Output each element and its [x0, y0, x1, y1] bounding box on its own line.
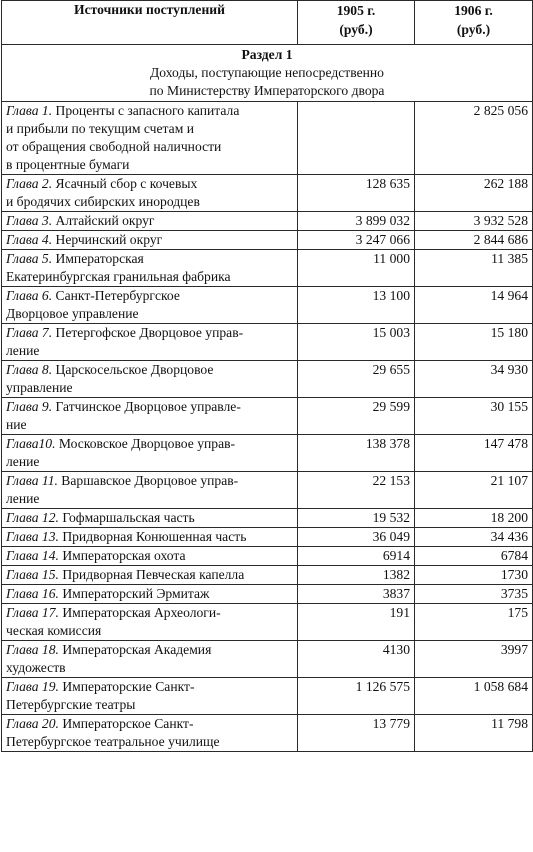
source-text: Ясачный сбор с кочевых: [55, 176, 198, 191]
table-header: [2, 1, 533, 45]
source-cell: [2, 212, 298, 231]
source-cell: [2, 509, 298, 528]
value-1906: 1 058 684: [415, 678, 533, 715]
source-text: ление: [6, 491, 40, 506]
chapter-label: Глава 3.: [6, 213, 53, 228]
value-1905: 1 126 575: [298, 678, 415, 715]
source-text: Петербургское театральное училище: [6, 734, 220, 749]
value-1906: 1730: [415, 566, 533, 585]
source-line: [6, 509, 293, 527]
table-row: [2, 287, 533, 324]
source-text: от обращения свободной наличности: [6, 139, 222, 154]
value-1906: 2 844 686: [415, 231, 533, 250]
source-text: Дворцовое управление: [6, 306, 139, 321]
value-1906: 30 155: [415, 398, 533, 435]
source-line: [6, 138, 293, 156]
source-cell: [2, 585, 298, 604]
source-text: в процентные бумаги: [6, 157, 130, 172]
chapter-label: Глава 1.: [6, 103, 53, 118]
chapter-label: Глава 4.: [6, 232, 53, 247]
source-text: Проценты с запасного капитала: [55, 103, 240, 118]
value-1906: 14 964: [415, 287, 533, 324]
section-row: [2, 45, 533, 102]
value-1905: 29 599: [298, 398, 415, 435]
source-text: Царскосельское Дворцовое: [55, 362, 214, 377]
table-row: [2, 715, 533, 752]
source-text: и прибыли по текущим счетам и: [6, 121, 194, 136]
source-line: [6, 250, 293, 268]
chapter-label: Глава 12.: [6, 510, 59, 525]
chapter-label: Глава 14.: [6, 548, 59, 563]
value-1905: 3 247 066: [298, 231, 415, 250]
section-cell: [2, 45, 533, 102]
chapter-label: Глава 6.: [6, 288, 53, 303]
value-1906: 147 478: [415, 435, 533, 472]
source-cell: [2, 398, 298, 435]
source-cell: [2, 604, 298, 641]
value-1906: 175: [415, 604, 533, 641]
source-text: и бродячих сибирских инородцев: [6, 194, 200, 209]
source-line: [6, 324, 293, 342]
source-text: Императорская Археологи-: [62, 605, 221, 620]
table-row: [2, 231, 533, 250]
table-row: [2, 509, 533, 528]
source-cell: [2, 678, 298, 715]
chapter-label: Глава 16.: [6, 586, 59, 601]
source-text: ние: [6, 417, 27, 432]
source-cell: [2, 287, 298, 324]
section-title: Раздел 1: [241, 47, 293, 62]
source-line: [6, 231, 293, 249]
source-line: [6, 641, 293, 659]
value-1905: 29 655: [298, 361, 415, 398]
value-1905: 3 899 032: [298, 212, 415, 231]
value-1905: 3837: [298, 585, 415, 604]
source-text: Петербургские театры: [6, 697, 136, 712]
header-1905: [298, 1, 415, 45]
source-text: Московское Дворцовое управ-: [58, 436, 236, 451]
source-line: [6, 659, 293, 677]
header-1905-unit: (руб.): [339, 22, 373, 37]
section-subtitle-line1: Доходы, поступающие непосредственно: [150, 65, 384, 80]
source-text: ление: [6, 343, 40, 358]
source-text: управление: [6, 380, 73, 395]
source-line: [6, 622, 293, 640]
source-line: [6, 361, 293, 379]
table-row: [2, 566, 533, 585]
source-cell: [2, 361, 298, 398]
source-cell: [2, 231, 298, 250]
chapter-label: Глава 20.: [6, 716, 59, 731]
value-1906: 11 385: [415, 250, 533, 287]
table-row: [2, 175, 533, 212]
value-1906: 34 930: [415, 361, 533, 398]
value-1906: 18 200: [415, 509, 533, 528]
table-row: [2, 435, 533, 472]
value-1905: 13 779: [298, 715, 415, 752]
source-text: Придворная Конюшенная часть: [62, 529, 247, 544]
value-1905: 4130: [298, 641, 415, 678]
value-1905: 22 153: [298, 472, 415, 509]
value-1906: 3997: [415, 641, 533, 678]
source-cell: [2, 547, 298, 566]
source-line: [6, 696, 293, 714]
header-row: [2, 1, 533, 45]
table-row: [2, 547, 533, 566]
source-line: [6, 287, 293, 305]
source-line: [6, 472, 293, 490]
source-line: [6, 156, 293, 174]
value-1905: 128 635: [298, 175, 415, 212]
chapter-label: Глава 17.: [6, 605, 59, 620]
source-line: [6, 604, 293, 622]
chapter-label: Глава 19.: [6, 679, 59, 694]
source-text: Варшавское Дворцовое управ-: [61, 473, 239, 488]
source-text: Алтайский округ: [55, 213, 155, 228]
header-source: [2, 1, 298, 45]
chapter-label: Глава10.: [6, 436, 56, 451]
source-cell: [2, 435, 298, 472]
chapter-label: Глава 15.: [6, 567, 59, 582]
source-line: [6, 566, 293, 584]
chapter-label: Глава 9.: [6, 399, 53, 414]
value-1906: 3735: [415, 585, 533, 604]
section-subtitle-line2: по Министерству Императорского двора: [149, 83, 385, 98]
chapter-label: Глава 8.: [6, 362, 53, 377]
source-text: Санкт-Петербургское: [55, 288, 180, 303]
source-line: [6, 435, 293, 453]
value-1905: 15 003: [298, 324, 415, 361]
source-cell: [2, 528, 298, 547]
header-1905-year: 1905 г.: [336, 3, 376, 18]
source-line: [6, 342, 293, 360]
value-1906: 262 188: [415, 175, 533, 212]
value-1906: 6784: [415, 547, 533, 566]
table-body: [2, 45, 533, 752]
source-line: [6, 547, 293, 565]
table-row: [2, 250, 533, 287]
source-cell: [2, 250, 298, 287]
value-1906: 3 932 528: [415, 212, 533, 231]
source-cell: [2, 641, 298, 678]
value-1905: 13 100: [298, 287, 415, 324]
value-1906: 2 825 056: [415, 102, 533, 175]
source-line: [6, 175, 293, 193]
value-1906: 11 798: [415, 715, 533, 752]
header-1906: [415, 1, 533, 45]
value-1905: 6914: [298, 547, 415, 566]
value-1906: 21 107: [415, 472, 533, 509]
source-line: [6, 120, 293, 138]
source-line: [6, 585, 293, 603]
source-cell: [2, 715, 298, 752]
source-text: Императорское Санкт-: [62, 716, 194, 731]
value-1905: 1382: [298, 566, 415, 585]
header-1906-year: 1906 г.: [454, 3, 493, 18]
table-row: [2, 212, 533, 231]
table-row: [2, 472, 533, 509]
source-text: Гатчинское Дворцовое управле-: [55, 399, 241, 414]
source-line: [6, 733, 293, 751]
source-text: Петергофское Дворцовое управ-: [55, 325, 244, 340]
source-text: Екатеринбургская гранильная фабрика: [6, 269, 231, 284]
table-row: [2, 604, 533, 641]
chapter-label: Глава 18.: [6, 642, 59, 657]
source-line: [6, 193, 293, 211]
source-cell: [2, 324, 298, 361]
table-row: [2, 324, 533, 361]
source-text: Императорская: [55, 251, 144, 266]
chapter-label: Глава 7.: [6, 325, 53, 340]
source-text: ческая комиссия: [6, 623, 102, 638]
value-1905: [298, 102, 415, 175]
value-1906: 15 180: [415, 324, 533, 361]
header-source-label: Источники поступлений: [74, 2, 225, 17]
source-line: [6, 678, 293, 696]
chapter-label: Глава 11.: [6, 473, 58, 488]
source-text: Императорский Эрмитаж: [62, 586, 210, 601]
source-line: [6, 528, 293, 546]
source-cell: [2, 175, 298, 212]
source-text: художеств: [6, 660, 66, 675]
source-cell: [2, 472, 298, 509]
source-text: Гофмаршальская часть: [62, 510, 195, 525]
source-line: [6, 453, 293, 471]
source-text: ление: [6, 454, 40, 469]
source-cell: [2, 566, 298, 585]
source-line: [6, 212, 293, 230]
value-1905: 36 049: [298, 528, 415, 547]
source-text: Придворная Певческая капелла: [62, 567, 245, 582]
chapter-label: Глава 5.: [6, 251, 53, 266]
table-row: [2, 398, 533, 435]
source-line: [6, 379, 293, 397]
source-text: Императорские Санкт-: [62, 679, 195, 694]
table-row: [2, 585, 533, 604]
chapter-label: Глава 13.: [6, 529, 59, 544]
table-row: [2, 641, 533, 678]
table-row: [2, 102, 533, 175]
source-line: [6, 490, 293, 508]
source-text: Императорская охота: [62, 548, 186, 563]
source-text: Нерчинский округ: [55, 232, 163, 247]
table-row: [2, 528, 533, 547]
source-line: [6, 102, 293, 120]
table-row: [2, 361, 533, 398]
value-1906: 34 436: [415, 528, 533, 547]
source-line: [6, 305, 293, 323]
value-1905: 138 378: [298, 435, 415, 472]
value-1905: 11 000: [298, 250, 415, 287]
value-1905: 19 532: [298, 509, 415, 528]
header-1906-unit: (руб.): [456, 22, 491, 37]
source-line: [6, 268, 293, 286]
table-row: [2, 678, 533, 715]
revenue-table: [1, 0, 533, 752]
source-cell: [2, 102, 298, 175]
value-1905: 191: [298, 604, 415, 641]
source-line: [6, 398, 293, 416]
source-line: [6, 715, 293, 733]
source-line: [6, 416, 293, 434]
source-text: Императорская Академия: [62, 642, 212, 657]
chapter-label: Глава 2.: [6, 176, 53, 191]
